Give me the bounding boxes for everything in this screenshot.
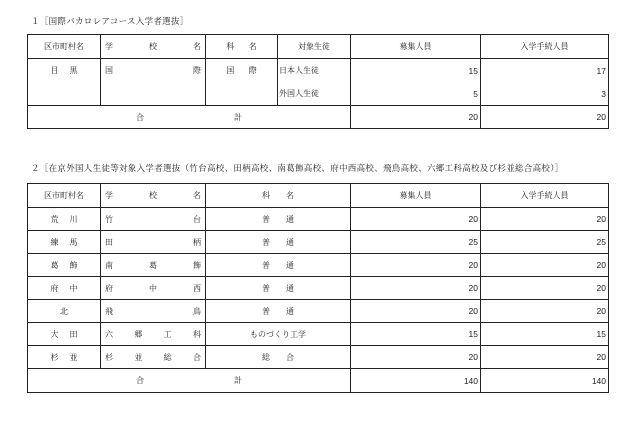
- total-recruit: 20: [351, 106, 481, 129]
- section1-title: １［国際バカロレアコース入学者選抜］: [31, 17, 189, 27]
- header-enrolled: 入学手続人員: [481, 184, 609, 208]
- header-recruit: 募集人員: [351, 184, 481, 208]
- ib-admissions-table: [27, 34, 609, 129]
- cell-course: ものづくり工学: [206, 323, 351, 346]
- foreign-students-table: [27, 183, 609, 393]
- cell-recruit: 20: [351, 277, 481, 300]
- header-course: 科 名: [206, 184, 351, 208]
- cell-school: 国 際: [101, 59, 206, 106]
- cell-recruit: 25: [351, 231, 481, 254]
- cell-recruit: 15 5: [351, 59, 481, 106]
- cell-enrolled: 20: [481, 300, 609, 323]
- table-header-row: [28, 35, 609, 59]
- header-district: 区市町村名: [28, 35, 101, 59]
- total-row: [28, 369, 609, 393]
- cell-recruit: 20: [351, 208, 481, 231]
- cell-course: 総 合: [206, 346, 351, 369]
- header-district: 区市町村名: [28, 184, 101, 208]
- cell-district: 荒 川: [28, 208, 101, 231]
- total-label: 合 計: [28, 369, 351, 393]
- cell-enrolled: 15: [481, 323, 609, 346]
- table-row: [28, 277, 609, 300]
- cell-course: 国 際: [206, 59, 278, 106]
- table-header-row: [28, 184, 609, 208]
- total-recruit: 140: [351, 369, 481, 393]
- total-row: [28, 106, 609, 129]
- cell-school: 竹 台: [101, 208, 206, 231]
- cell-district: 府 中: [28, 277, 101, 300]
- cell-school: 南 葛 飾: [101, 254, 206, 277]
- cell-course: 普 通: [206, 254, 351, 277]
- total-enrolled: 140: [481, 369, 609, 393]
- total-enrolled: 20: [481, 106, 609, 129]
- cell-school: 杉 並 総 合: [101, 346, 206, 369]
- cell-recruit: 20: [351, 254, 481, 277]
- cell-targets: [278, 59, 351, 106]
- cell-enrolled: 25: [481, 231, 609, 254]
- target-foreign: 外国人生徒: [279, 89, 319, 98]
- cell-school: 府 中 西: [101, 277, 206, 300]
- table-row: [28, 346, 609, 369]
- table-row: [28, 208, 609, 231]
- header-school: 学 校 名: [101, 184, 206, 208]
- cell-school: 田 柄: [101, 231, 206, 254]
- header-enrolled: 入学手続人員: [481, 35, 609, 59]
- section2-title: ２［在京外国人生徒等対象入学者選抜（竹台高校、田柄高校、南葛飾高校、府中西高校、飛鳥高校、六郷工科高校及び杉並総合高校）］: [31, 164, 564, 174]
- cell-enrolled: 20: [481, 277, 609, 300]
- cell-district: 目 黒: [28, 59, 101, 106]
- cell-district: 練 馬: [28, 231, 101, 254]
- table-row: [28, 323, 609, 346]
- cell-school: 六 郷 工 科: [101, 323, 206, 346]
- table-row: [28, 254, 609, 277]
- table-row: [28, 300, 609, 323]
- cell-enrolled: 20: [481, 208, 609, 231]
- cell-course: 普 通: [206, 231, 351, 254]
- cell-enrolled: 17 3: [481, 59, 609, 106]
- cell-enrolled: 20: [481, 254, 609, 277]
- table-row: [28, 59, 609, 106]
- header-school: 学 校 名: [101, 35, 206, 59]
- cell-district: 大 田: [28, 323, 101, 346]
- cell-district: 北: [28, 300, 101, 323]
- cell-recruit: 15: [351, 323, 481, 346]
- cell-enrolled: 20: [481, 346, 609, 369]
- total-label: 合 計: [28, 106, 351, 129]
- cell-course: 普 通: [206, 208, 351, 231]
- cell-recruit: 20: [351, 346, 481, 369]
- target-japanese: 日本人生徒: [279, 66, 319, 75]
- cell-school: 飛 鳥: [101, 300, 206, 323]
- cell-course: 普 通: [206, 300, 351, 323]
- table-row: [28, 231, 609, 254]
- header-recruit: 募集人員: [351, 35, 481, 59]
- cell-district: 葛 飾: [28, 254, 101, 277]
- cell-course: 普 通: [206, 277, 351, 300]
- header-target: 対象生徒: [278, 35, 351, 59]
- cell-district: 杉 並: [28, 346, 101, 369]
- cell-recruit: 20: [351, 300, 481, 323]
- header-course: 科 名: [206, 35, 278, 59]
